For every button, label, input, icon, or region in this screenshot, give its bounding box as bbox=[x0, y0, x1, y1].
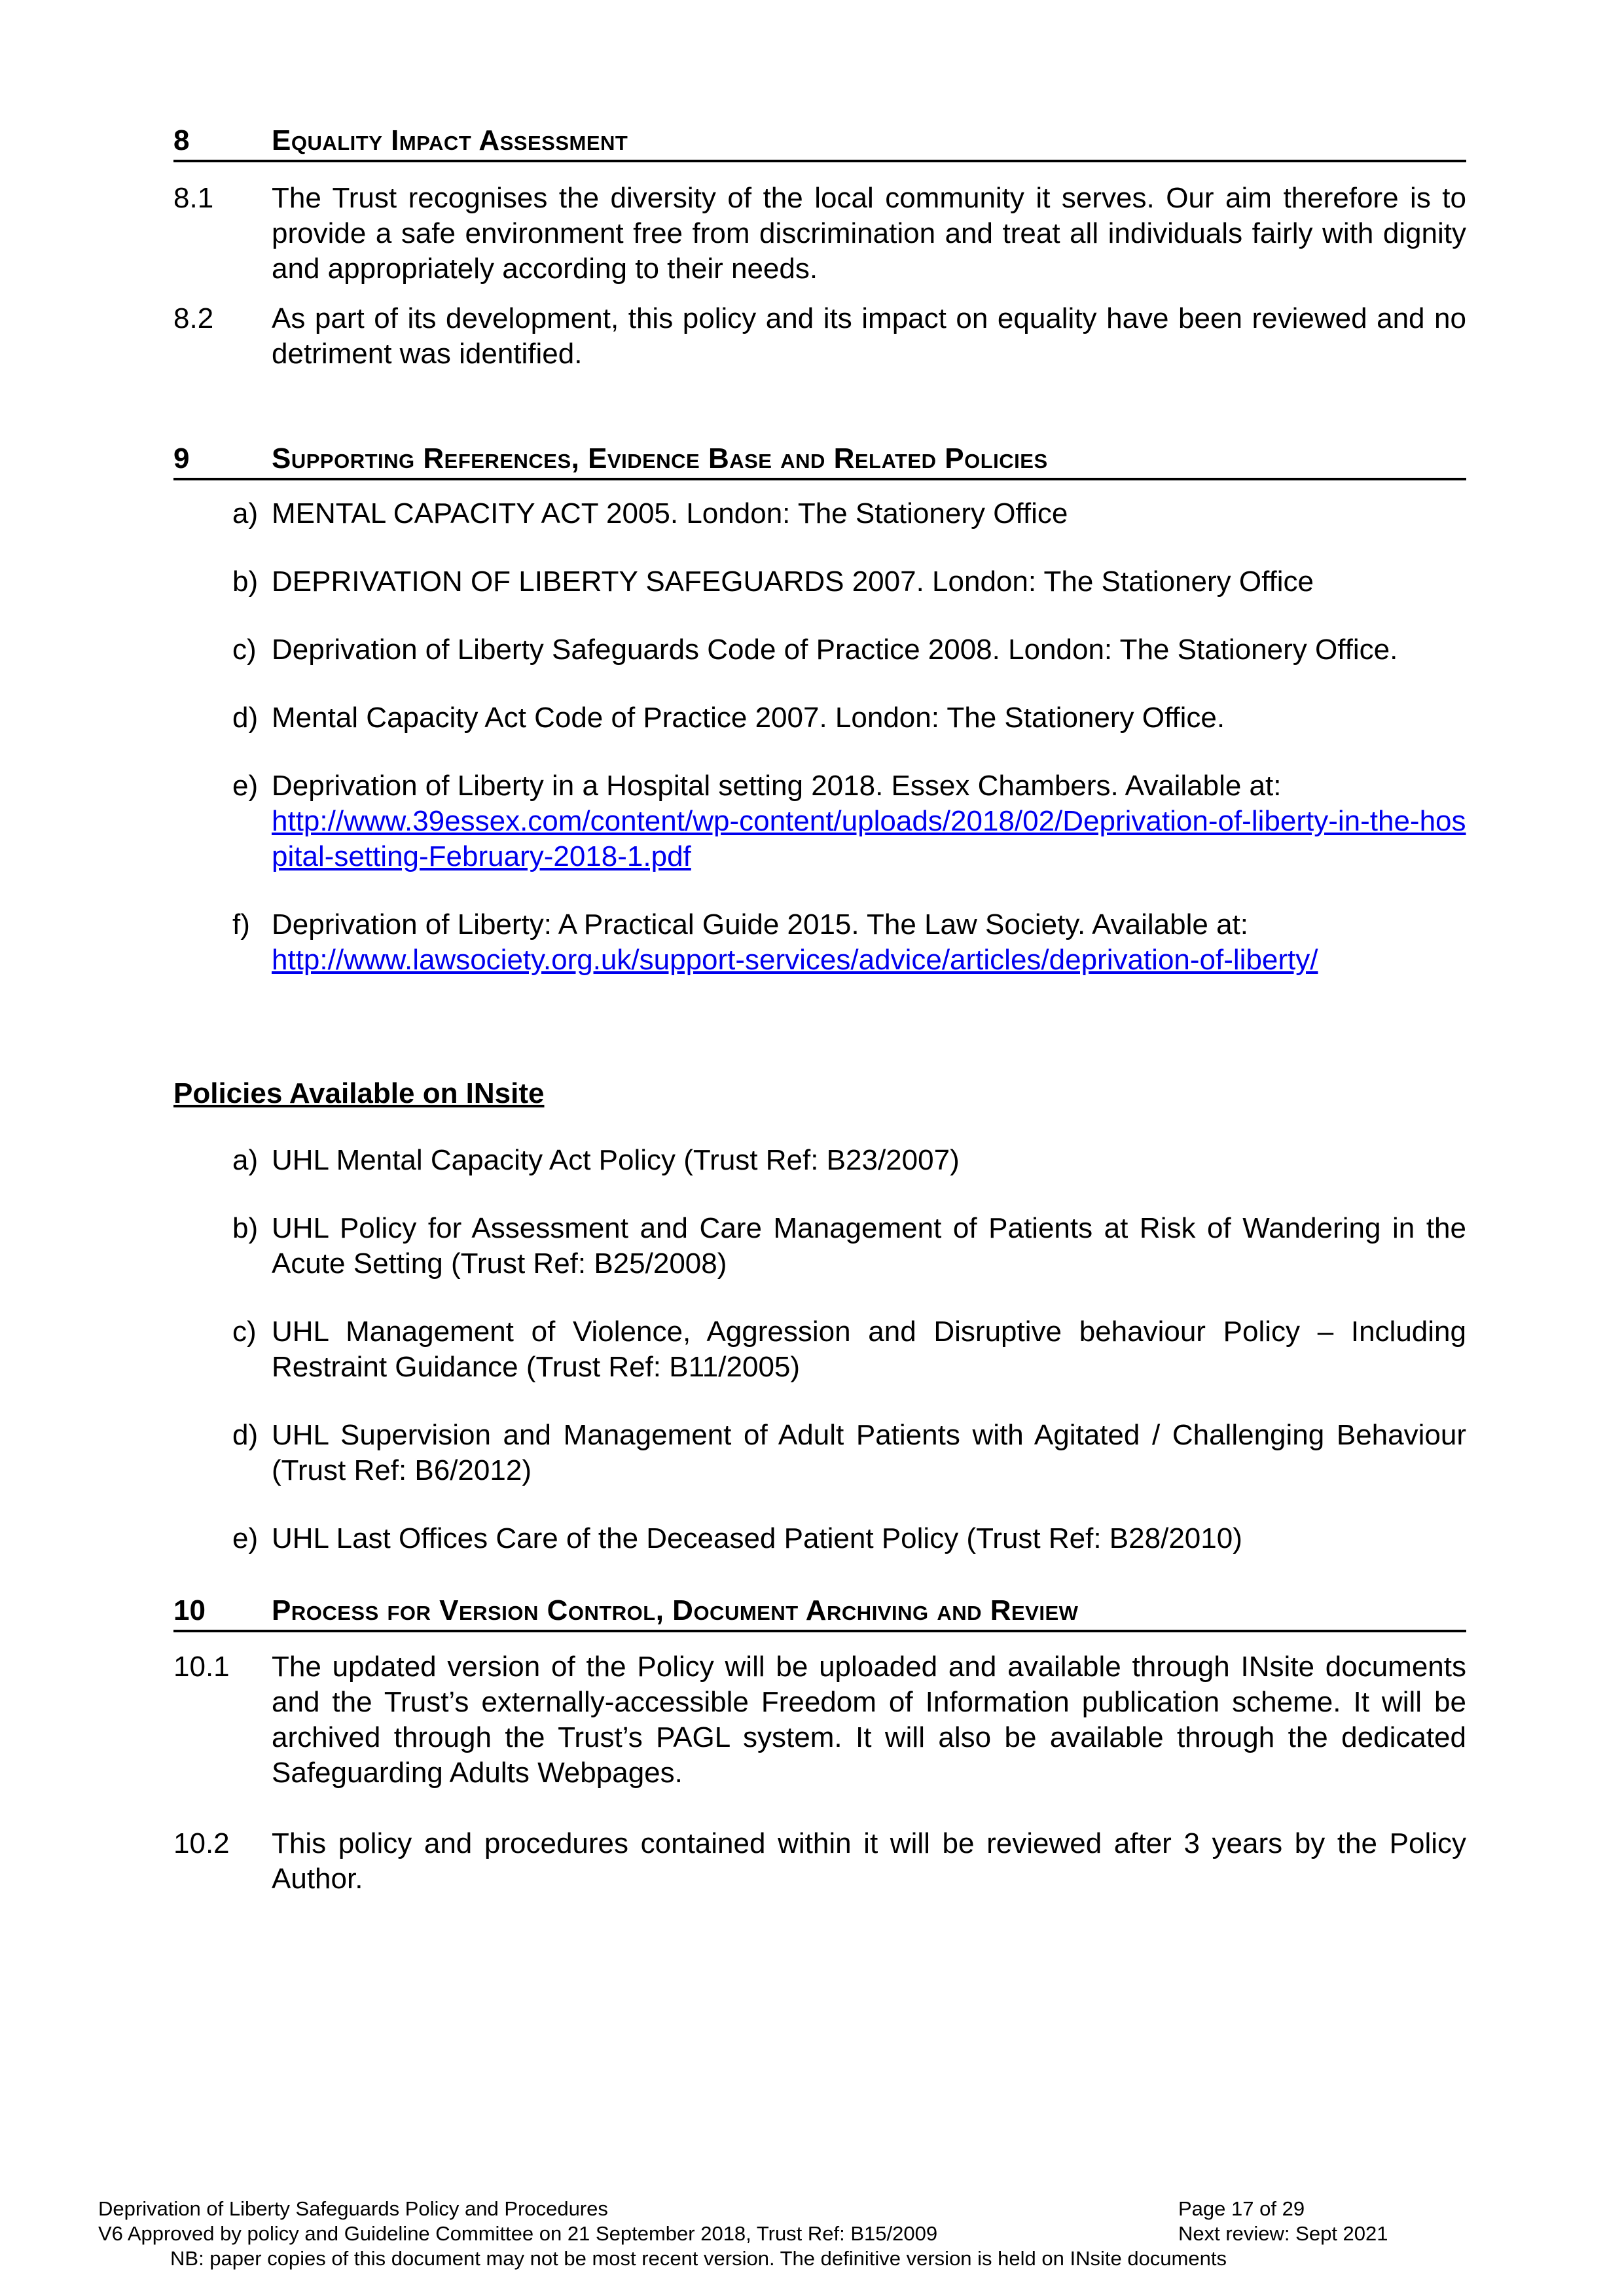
reference-letter: c) bbox=[232, 634, 257, 666]
reference-item bbox=[173, 907, 1466, 978]
policy-text: UHL Mental Capacity Act Policy (Trust Ref: B23/2007) bbox=[272, 1144, 960, 1176]
policy-text: UHL Management of Violence, Aggression and Disruptive behaviour Policy – Including Restraint Guidance (Trust Ref: B11/2005) bbox=[272, 1316, 1466, 1383]
policy-text: UHL Policy for Assessment and Care Management of Patients at Risk of Wandering in the Acute Setting (Trust Ref: B25/2008) bbox=[272, 1212, 1466, 1280]
policy-letter: d) bbox=[232, 1419, 259, 1451]
policies-heading: Policies Available on INsite bbox=[173, 1077, 545, 1109]
policy-letter: a) bbox=[232, 1144, 259, 1176]
paragraph-10-1 bbox=[173, 1649, 1466, 1791]
paragraph-8-2 bbox=[173, 301, 1466, 372]
reference-letter: e) bbox=[232, 770, 259, 802]
policy-letter: b) bbox=[232, 1212, 259, 1244]
reference-link[interactable]: http://www.lawsociety.org.uk/support-services/advice/articles/deprivation-of-liberty/ bbox=[272, 944, 1318, 976]
section-number: 10 bbox=[173, 1594, 206, 1626]
policy-item bbox=[173, 1211, 1466, 1282]
footer-next-review: Next review: Sept 2021 bbox=[1178, 2222, 1388, 2245]
section-title: Supporting References, Evidence Base and Related Policies bbox=[272, 442, 1048, 475]
paragraph-number: 10.2 bbox=[173, 1827, 230, 1859]
reference-letter: f) bbox=[232, 908, 250, 941]
policy-item bbox=[173, 1143, 1466, 1178]
reference-text: Mental Capacity Act Code of Practice 2007. London: The Stationery Office. bbox=[272, 702, 1225, 734]
reference-letter: d) bbox=[232, 702, 259, 734]
paragraph-text: The updated version of the Policy will be uploaded and available through INsite documents and the Trust’s externally-accessible Freedom of Information publication scheme. It will be archived through the Trust’s PAGL system. It will also be available through the dedicated Safeguarding Adults Webpages. bbox=[272, 1651, 1466, 1789]
paragraph-number: 8.1 bbox=[173, 182, 214, 214]
paragraph-text: As part of its development, this policy and its impact on equality have been reviewed and no detriment was identified. bbox=[272, 302, 1466, 370]
footer-nb-note: NB: paper copies of this document may not be most recent version. The definitive version is held on INsite documents bbox=[170, 2247, 1227, 2270]
policy-letter: c) bbox=[232, 1316, 257, 1348]
section-title: Process for Version Control, Document Archiving and Review bbox=[272, 1594, 1079, 1626]
section-8-heading bbox=[173, 124, 1466, 162]
paragraph-text: The Trust recognises the diversity of the local community it serves. Our aim therefore is to provide a safe environment free from discrimination and treat all individuals fairly with dignity and appropriately according to their needs. bbox=[272, 182, 1466, 285]
page-content bbox=[173, 124, 1466, 1897]
paragraph-text: This policy and procedures contained within it will be reviewed after 3 years by the Policy Author. bbox=[272, 1827, 1466, 1895]
policy-item bbox=[173, 1314, 1466, 1385]
section-9-heading bbox=[173, 442, 1466, 480]
paragraph-number: 8.2 bbox=[173, 302, 214, 334]
reference-item bbox=[173, 632, 1466, 668]
reference-text: Deprivation of Liberty in a Hospital setting 2018. Essex Chambers. Available at: bbox=[272, 770, 1282, 802]
section-number: 9 bbox=[173, 442, 190, 475]
reference-text: DEPRIVATION OF LIBERTY SAFEGUARDS 2007. London: The Stationery Office bbox=[272, 565, 1314, 598]
reference-text: Deprivation of Liberty Safeguards Code of Practice 2008. London: The Stationery Office. bbox=[272, 634, 1398, 666]
reference-item bbox=[173, 496, 1466, 531]
policy-text: UHL Supervision and Management of Adult Patients with Agitated / Challenging Behaviour (Trust Ref: B6/2012) bbox=[272, 1419, 1466, 1486]
reference-letter: a) bbox=[232, 497, 259, 529]
reference-item bbox=[173, 768, 1466, 874]
footer-approval: V6 Approved by policy and Guideline Committee on 21 September 2018, Trust Ref: B15/2009 bbox=[98, 2222, 938, 2245]
policy-item bbox=[173, 1418, 1466, 1488]
reference-item bbox=[173, 700, 1466, 736]
reference-item bbox=[173, 564, 1466, 600]
reference-text: Deprivation of Liberty: A Practical Guide 2015. The Law Society. Available at: bbox=[272, 908, 1248, 941]
section-title: Equality Impact Assessment bbox=[272, 124, 628, 156]
paragraph-number: 10.1 bbox=[173, 1651, 230, 1683]
policy-item bbox=[173, 1521, 1466, 1556]
section-number: 8 bbox=[173, 124, 190, 156]
policy-text: UHL Last Offices Care of the Deceased Patient Policy (Trust Ref: B28/2010) bbox=[272, 1522, 1242, 1554]
footer-doc-title: Deprivation of Liberty Safeguards Policy and Procedures bbox=[98, 2197, 608, 2220]
section-10-heading bbox=[173, 1594, 1466, 1632]
reference-letter: b) bbox=[232, 565, 259, 598]
policy-letter: e) bbox=[232, 1522, 259, 1554]
paragraph-10-2 bbox=[173, 1826, 1466, 1897]
page-footer bbox=[98, 2197, 1407, 2271]
reference-text: MENTAL CAPACITY ACT 2005. London: The Stationery Office bbox=[272, 497, 1068, 529]
reference-link[interactable]: http://www.39essex.com/content/wp-content/uploads/2018/02/Deprivation-of-liberty-in-the-hospital-setting-February-2018-1.pdf bbox=[272, 805, 1466, 872]
footer-page-number: Page 17 of 29 bbox=[1178, 2197, 1305, 2220]
paragraph-8-1 bbox=[173, 181, 1466, 287]
